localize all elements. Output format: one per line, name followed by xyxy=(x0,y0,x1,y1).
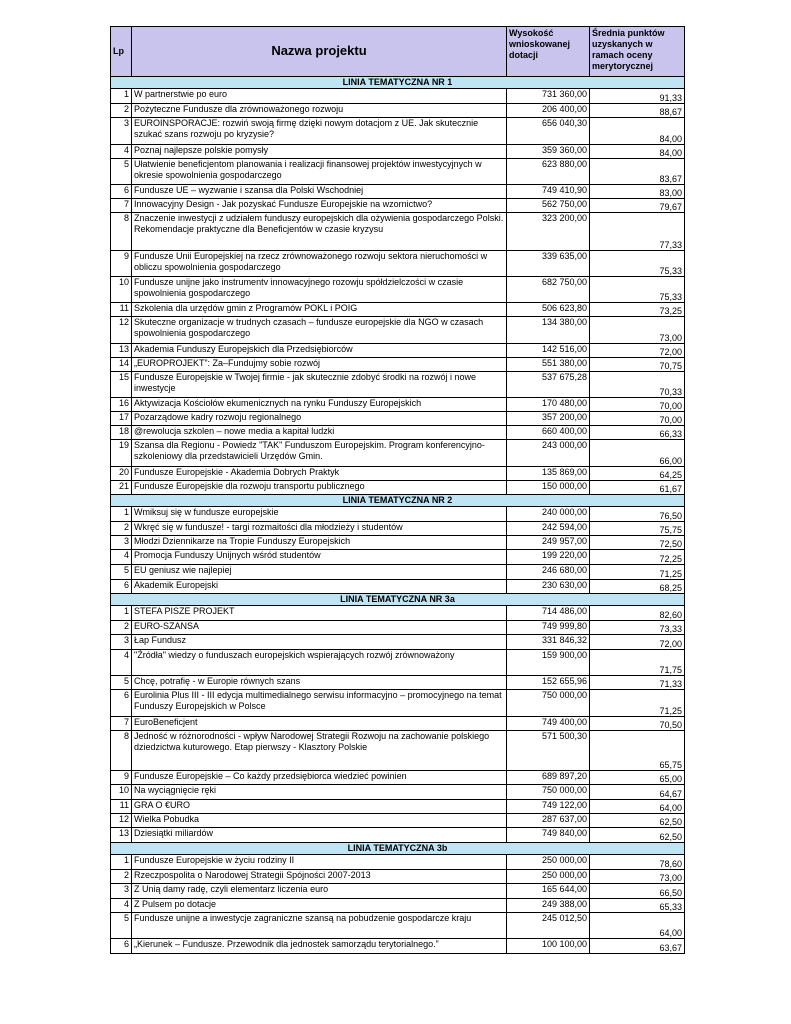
table-row xyxy=(111,199,685,213)
project-name: Wkręć się w fundusze! - targi rozmaitości dla młodzieży i studentów xyxy=(132,522,507,536)
row-number: 10 xyxy=(111,277,132,303)
grant-amount: 240 000,00 xyxy=(507,507,590,522)
project-name: Fundusze Europejskie - Akademia Dobrych Praktyk xyxy=(132,467,507,481)
grant-amount: 206 400,00 xyxy=(507,104,590,118)
grant-amount: 250 000,00 xyxy=(507,870,590,884)
project-name: „Kierunek – Fundusze. Przewodnik dla jednostek samorządu terytorialnego.” xyxy=(132,939,507,954)
average-score: 64,25 xyxy=(590,467,685,481)
section-header-row xyxy=(111,495,685,507)
row-number: 1 xyxy=(111,606,132,621)
average-score: 83,00 xyxy=(590,185,685,199)
grant-amount: 135 869,00 xyxy=(507,467,590,481)
average-score: 64,00 xyxy=(590,913,685,939)
table-row xyxy=(111,344,685,358)
grant-amount: 152 655,96 xyxy=(507,676,590,690)
table-row xyxy=(111,676,685,690)
header-average-score: Średnia punktów uzyskanych w ramach oceny merytorycznej xyxy=(590,27,685,77)
row-number: 10 xyxy=(111,785,132,800)
average-score: 78,60 xyxy=(590,855,685,870)
table-row xyxy=(111,731,685,771)
average-score: 61,67 xyxy=(590,481,685,495)
average-score: 73,00 xyxy=(590,870,685,884)
table-row xyxy=(111,317,685,344)
average-score: 73,25 xyxy=(590,303,685,317)
project-name: Szansa dla Regionu - Powiedz "TAK" Funduszom Europejskim. Program konferencyjno-szkoleniowy dla przedstawicieli Urzędów Gmin. xyxy=(132,440,507,467)
project-name: Dziesiątki miliardów xyxy=(132,828,507,843)
project-name: Ułatwienie beneficjentom planowania i realizacji finansowej projektów inwestycyjnych w okresie spowolnienia gospodarczego xyxy=(132,159,507,185)
project-name: Akademia Funduszy Europejskich dla Przedsiębiorców xyxy=(132,344,507,358)
average-score: 91,33 xyxy=(590,89,685,104)
row-number: 3 xyxy=(111,635,132,650)
project-name: STEFA PISZE PROJEKT xyxy=(132,606,507,621)
row-number: 1 xyxy=(111,855,132,870)
table-row xyxy=(111,440,685,467)
average-score: 72,00 xyxy=(590,635,685,650)
average-score: 79,67 xyxy=(590,199,685,213)
average-score: 65,75 xyxy=(590,731,685,771)
row-number: 11 xyxy=(111,800,132,814)
grant-amount: 623 880,00 xyxy=(507,159,590,185)
grant-amount: 142 516,00 xyxy=(507,344,590,358)
section-title: LINIA TEMATYCZNA 3b xyxy=(111,843,685,855)
average-score: 75,33 xyxy=(590,251,685,277)
project-name: Z Unią damy radę, czyli elementarz liczenia euro xyxy=(132,884,507,899)
table-row xyxy=(111,621,685,635)
section-title: LINIA TEMATYCZNA NR 2 xyxy=(111,495,685,507)
grant-amount: 331 846,32 xyxy=(507,635,590,650)
grant-amount: 689 897,20 xyxy=(507,771,590,785)
table-row xyxy=(111,870,685,884)
project-name: Wmiksuj się w fundusze europejskie xyxy=(132,507,507,522)
project-name: Pozarządowe kadry rozwoju regionalnego xyxy=(132,412,507,426)
row-number: 1 xyxy=(111,89,132,104)
table-row xyxy=(111,412,685,426)
table-row xyxy=(111,536,685,550)
average-score: 70,33 xyxy=(590,372,685,398)
project-name: Promocja Funduszy Unijnych wśród studentów xyxy=(132,550,507,565)
row-number: 7 xyxy=(111,199,132,213)
grant-amount: 100 100,00 xyxy=(507,939,590,954)
table-row xyxy=(111,251,685,277)
project-name: Na wyciągnięcie ręki xyxy=(132,785,507,800)
project-name: Innowacyjny Design - Jak pozyskać Fundusze Europejskie na wzornictwo? xyxy=(132,199,507,213)
project-name: Fundusze Europejskie – Co każdy przedsiębiorca wiedzieć powinien xyxy=(132,771,507,785)
header-row xyxy=(111,27,685,77)
table-row xyxy=(111,580,685,594)
table-row xyxy=(111,565,685,580)
grant-amount: 243 000,00 xyxy=(507,440,590,467)
project-name: "Źródła" wiedzy o funduszach europejskich wspierających rozwój zrównoważony xyxy=(132,650,507,676)
table-row xyxy=(111,303,685,317)
grant-amount: 571 500,30 xyxy=(507,731,590,771)
row-number: 5 xyxy=(111,676,132,690)
average-score: 70,50 xyxy=(590,717,685,731)
average-score: 70,00 xyxy=(590,398,685,412)
row-number: 16 xyxy=(111,398,132,412)
grant-amount: 230 630,00 xyxy=(507,580,590,594)
average-score: 63,67 xyxy=(590,939,685,954)
grant-amount: 245 012,50 xyxy=(507,913,590,939)
row-number: 9 xyxy=(111,251,132,277)
table-row xyxy=(111,426,685,440)
average-score: 76,50 xyxy=(590,507,685,522)
project-name: Aktywizacja Kościołów ekumenicznych na rynku Funduszy Europejskich xyxy=(132,398,507,412)
grant-amount: 749 400,00 xyxy=(507,717,590,731)
average-score: 75,75 xyxy=(590,522,685,536)
grant-amount: 682 750,00 xyxy=(507,277,590,303)
average-score: 64,67 xyxy=(590,785,685,800)
grant-amount: 150 000,00 xyxy=(507,481,590,495)
grant-amount: 750 000,00 xyxy=(507,785,590,800)
grant-amount: 134 380,00 xyxy=(507,317,590,344)
average-score: 71,75 xyxy=(590,650,685,676)
grant-amount: 359 360,00 xyxy=(507,145,590,159)
grant-amount: 199 220,00 xyxy=(507,550,590,565)
table-row xyxy=(111,606,685,621)
table-row xyxy=(111,398,685,412)
project-name: Z Pulsem po dotacje xyxy=(132,899,507,913)
grant-amount: 749 840,00 xyxy=(507,828,590,843)
row-number: 15 xyxy=(111,372,132,398)
table-row xyxy=(111,467,685,481)
table-row xyxy=(111,785,685,800)
row-number: 7 xyxy=(111,717,132,731)
table-row xyxy=(111,358,685,372)
average-score: 83,67 xyxy=(590,159,685,185)
projects-table xyxy=(110,26,685,954)
table-row xyxy=(111,899,685,913)
grant-amount: 165 644,00 xyxy=(507,884,590,899)
table-row xyxy=(111,717,685,731)
grant-amount: 287 637,00 xyxy=(507,814,590,828)
grant-amount: 714 486,00 xyxy=(507,606,590,621)
section-title: LINIA TEMATYCZNA NR 1 xyxy=(111,77,685,89)
average-score: 66,50 xyxy=(590,884,685,899)
project-name: Fundusze Europejskie w Twojej firmie - jak skutecznie zdobyć środki na rozwój i nowe inwestycje xyxy=(132,372,507,398)
row-number: 20 xyxy=(111,467,132,481)
average-score: 65,33 xyxy=(590,899,685,913)
row-number: 4 xyxy=(111,145,132,159)
row-number: 6 xyxy=(111,690,132,717)
grant-amount: 656 040,30 xyxy=(507,118,590,145)
table-row xyxy=(111,650,685,676)
project-name: @rewolucja szkolen – nowe media a kapitał ludzki xyxy=(132,426,507,440)
row-number: 18 xyxy=(111,426,132,440)
table-row xyxy=(111,522,685,536)
project-name: „EUROPROJEKT”: Za–Fundujmy sobie rozwój xyxy=(132,358,507,372)
grant-amount: 551 380,00 xyxy=(507,358,590,372)
section-title: LINIA TEMATYCZNA NR 3a xyxy=(111,594,685,606)
row-number: 6 xyxy=(111,185,132,199)
project-name: Łap Fundusz xyxy=(132,635,507,650)
row-number: 12 xyxy=(111,814,132,828)
grant-amount: 537 675,28 xyxy=(507,372,590,398)
row-number: 6 xyxy=(111,580,132,594)
project-name: Znaczenie inwestycji z udziałem funduszy europejskich dla ożywienia gospodarczego Polski. Rekomendacje praktyczne dla Beneficjentów w czasie kryzysu xyxy=(132,213,507,251)
project-name: Jedność w różnorodności - wpływ Narodowej Strategii Rozwoju na zachowanie polskiego dziedzictwa kuturowego. Etap pierwszy - Klasztory Polskie xyxy=(132,731,507,771)
project-name: EU geniusz wie najlepiej xyxy=(132,565,507,580)
project-name: Młodzi Dziennikarze na Tropie Funduszy Europejskich xyxy=(132,536,507,550)
table-row xyxy=(111,481,685,495)
row-number: 19 xyxy=(111,440,132,467)
average-score: 82,60 xyxy=(590,606,685,621)
grant-amount: 749 410,90 xyxy=(507,185,590,199)
average-score: 84,00 xyxy=(590,145,685,159)
row-number: 3 xyxy=(111,536,132,550)
row-number: 2 xyxy=(111,522,132,536)
row-number: 17 xyxy=(111,412,132,426)
table-row xyxy=(111,939,685,954)
section-header-row xyxy=(111,77,685,89)
table-row xyxy=(111,104,685,118)
project-name: EURO-SZANSA xyxy=(132,621,507,635)
grant-amount: 731 360,00 xyxy=(507,89,590,104)
project-name: Szkolenia dla urzędów gmin z Programów POKL i POIG xyxy=(132,303,507,317)
grant-amount: 242 594,00 xyxy=(507,522,590,536)
row-number: 4 xyxy=(111,899,132,913)
average-score: 66,33 xyxy=(590,426,685,440)
project-name: Skuteczne organizacje w trudnych czasach – fundusze europejskie dla NGO w czasach spowolnienia gospodarczego xyxy=(132,317,507,344)
grant-amount: 246 680,00 xyxy=(507,565,590,580)
table-row xyxy=(111,800,685,814)
table-row xyxy=(111,690,685,717)
grant-amount: 357 200,00 xyxy=(507,412,590,426)
row-number: 13 xyxy=(111,828,132,843)
average-score: 71,25 xyxy=(590,565,685,580)
average-score: 73,00 xyxy=(590,317,685,344)
project-name: Fundusze Europejskie w życiu rodziny II xyxy=(132,855,507,870)
average-score: 66,00 xyxy=(590,440,685,467)
row-number: 13 xyxy=(111,344,132,358)
average-score: 77,33 xyxy=(590,213,685,251)
average-score: 70,00 xyxy=(590,412,685,426)
project-name: Fundusze Europejskie dla rozwoju transportu publicznego xyxy=(132,481,507,495)
row-number: 4 xyxy=(111,550,132,565)
grant-amount: 323 200,00 xyxy=(507,213,590,251)
project-name: Pożyteczne Fundusze dla zrównoważonego rozwoju xyxy=(132,104,507,118)
row-number: 11 xyxy=(111,303,132,317)
table-row xyxy=(111,507,685,522)
row-number: 8 xyxy=(111,731,132,771)
table-row xyxy=(111,277,685,303)
project-name: Fundusze unijne jako instrumentv innowacyjnego rozowju spółdzielczości w czasie spowolnienia gospodarczego xyxy=(132,277,507,303)
row-number: 6 xyxy=(111,939,132,954)
table-row xyxy=(111,814,685,828)
average-score: 72,25 xyxy=(590,550,685,565)
average-score: 75,33 xyxy=(590,277,685,303)
table-row xyxy=(111,372,685,398)
table-row xyxy=(111,855,685,870)
average-score: 72,50 xyxy=(590,536,685,550)
grant-amount: 159 900,00 xyxy=(507,650,590,676)
project-name: Rzeczpospolita o Narodowej Strategii Spójności 2007-2013 xyxy=(132,870,507,884)
average-score: 72,00 xyxy=(590,344,685,358)
average-score: 64,00 xyxy=(590,800,685,814)
table-row xyxy=(111,185,685,199)
project-name: Fundusze unijne a inwestycje zagraniczne szansą na pobudzenie gospodarcze kraju xyxy=(132,913,507,939)
row-number: 12 xyxy=(111,317,132,344)
section-header-row xyxy=(111,594,685,606)
row-number: 14 xyxy=(111,358,132,372)
grant-amount: 660 400,00 xyxy=(507,426,590,440)
row-number: 8 xyxy=(111,213,132,251)
project-name: Eurolinia Plus III - III edycja multimedialnego serwisu informacyjno – promocyjnego na temat Funduszy Europejskich w Polsce xyxy=(132,690,507,717)
average-score: 62,50 xyxy=(590,814,685,828)
project-name: Poznaj najlepsze polskie pomysły xyxy=(132,145,507,159)
grant-amount: 249 388,00 xyxy=(507,899,590,913)
row-number: 5 xyxy=(111,159,132,185)
project-name: Akademik Europejski xyxy=(132,580,507,594)
project-name: Fundusze UE – wyzwanie i szansa dla Polski Wschodniej xyxy=(132,185,507,199)
table-row xyxy=(111,145,685,159)
grant-amount: 749 122,00 xyxy=(507,800,590,814)
table-row xyxy=(111,828,685,843)
average-score: 88,67 xyxy=(590,104,685,118)
row-number: 5 xyxy=(111,565,132,580)
average-score: 65,00 xyxy=(590,771,685,785)
table-row xyxy=(111,118,685,145)
row-number: 1 xyxy=(111,507,132,522)
average-score: 84,00 xyxy=(590,118,685,145)
header-lp: Lp xyxy=(111,27,132,77)
average-score: 68,25 xyxy=(590,580,685,594)
average-score: 70,75 xyxy=(590,358,685,372)
grant-amount: 750 000,00 xyxy=(507,690,590,717)
average-score: 71,33 xyxy=(590,676,685,690)
row-number: 21 xyxy=(111,481,132,495)
table-row xyxy=(111,89,685,104)
grant-amount: 249 957,00 xyxy=(507,536,590,550)
table-row xyxy=(111,213,685,251)
table-row xyxy=(111,550,685,565)
row-number: 4 xyxy=(111,650,132,676)
grant-amount: 170 480,00 xyxy=(507,398,590,412)
average-score: 71,25 xyxy=(590,690,685,717)
section-header-row xyxy=(111,843,685,855)
projects-table-body xyxy=(111,27,685,954)
project-name: Wielka Pobudka xyxy=(132,814,507,828)
table-row xyxy=(111,159,685,185)
grant-amount: 506 623,80 xyxy=(507,303,590,317)
project-name: W partnerstwie po euro xyxy=(132,89,507,104)
grant-amount: 339 635,00 xyxy=(507,251,590,277)
project-name: Fundusze Unii Europejskiej na rzecz zrównoważonego rozwoju sektora nieruchomości w obliczu spowolnienia gospodarczego xyxy=(132,251,507,277)
row-number: 3 xyxy=(111,884,132,899)
table-row xyxy=(111,913,685,939)
row-number: 9 xyxy=(111,771,132,785)
row-number: 5 xyxy=(111,913,132,939)
header-project-name: Nazwa projektu xyxy=(132,27,507,77)
row-number: 3 xyxy=(111,118,132,145)
average-score: 62,50 xyxy=(590,828,685,843)
grant-amount: 749 999,80 xyxy=(507,621,590,635)
project-name: Chcę, potrafię - w Europie równych szans xyxy=(132,676,507,690)
project-name: EUROINSPORACJE: rozwiń swoją firmę dzięki nowym dotacjom z UE. Jak skutecznie szukać szans rozwoju po kryzysie? xyxy=(132,118,507,145)
grant-amount: 562 750,00 xyxy=(507,199,590,213)
project-name: EuroBeneficjent xyxy=(132,717,507,731)
grant-amount: 250 000,00 xyxy=(507,855,590,870)
row-number: 2 xyxy=(111,104,132,118)
project-name: GRA O €URO xyxy=(132,800,507,814)
row-number: 2 xyxy=(111,621,132,635)
table-row xyxy=(111,635,685,650)
header-grant-amount: Wysokość wnioskowanej dotacji xyxy=(507,27,590,77)
table-row xyxy=(111,771,685,785)
table-row xyxy=(111,884,685,899)
row-number: 2 xyxy=(111,870,132,884)
average-score: 73,33 xyxy=(590,621,685,635)
